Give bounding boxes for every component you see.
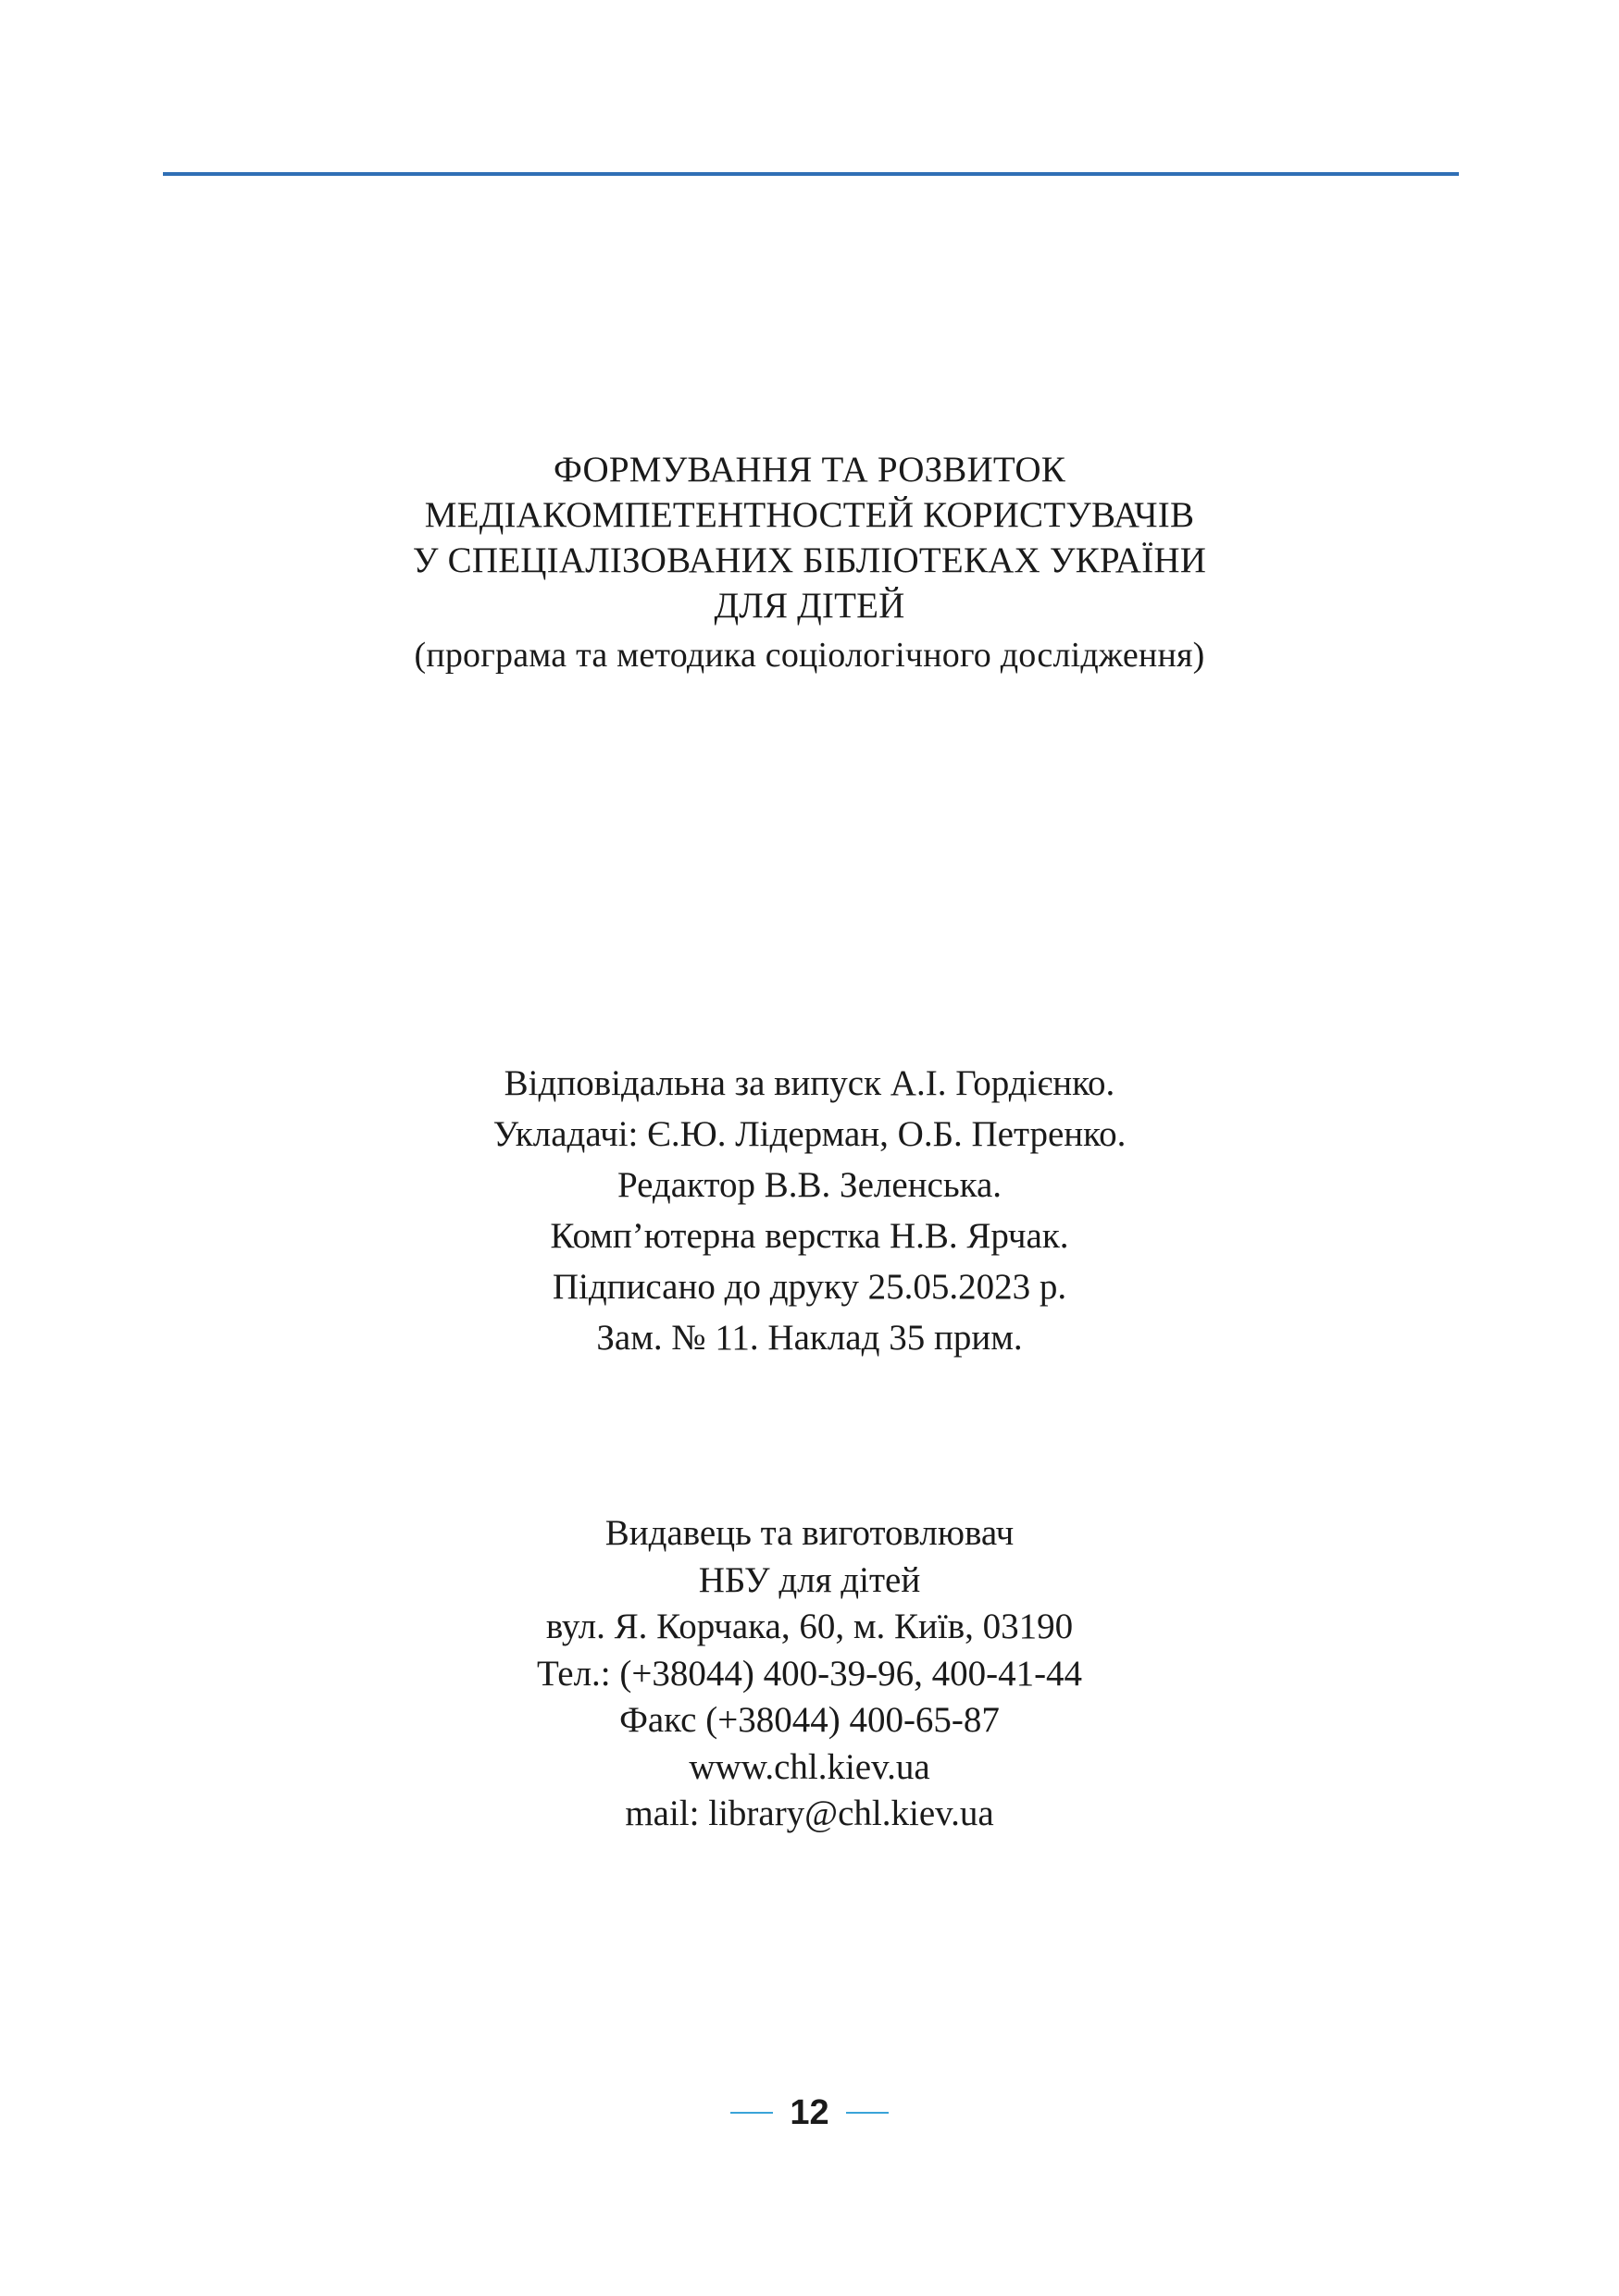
publisher-email: mail: library@chl.kiev.ua [625,1793,994,1833]
title-line-3: У СПЕЦІАЛІЗОВАНИХ БІБЛІОТЕКАХ УКРАЇНИ [412,540,1207,580]
top-rule [163,172,1459,176]
footer-dash-left [730,2112,773,2114]
credit-order-print-run: Зам. № 11. Наклад 35 прим. [596,1318,1023,1358]
publisher-block [0,1510,1619,1838]
publisher-address: вул. Я. Корчака, 60, м. Київ, 03190 [545,1607,1074,1646]
publisher-fax: Факс (+38044) 400-65-87 [619,1700,1000,1740]
title-line-1: ФОРМУВАННЯ ТА РОЗВИТОК [554,450,1065,490]
title-line-4: ДЛЯ ДІТЕЙ [714,586,905,626]
title-block [0,447,1619,678]
credit-layout: Комп’ютерна верстка Н.В. Ярчак. [550,1216,1069,1256]
publisher-name: НБУ для дітей [698,1559,921,1600]
credit-editor: Редактор В.В. Зеленська. [616,1165,1003,1205]
footer-dash-right [846,2112,889,2114]
page-footer [0,2090,1619,2136]
title-line-2: МЕДІАКОМПЕТЕНТНОСТЕЙ КОРИСТУВАЧІВ [424,495,1195,535]
subtitle: (програма та методика соціологічного дослідження) [414,636,1205,675]
credit-compilers: Укладачі: Є.Ю. Лідерман, О.Б. Петренко. [492,1114,1127,1154]
credit-signed-date: Підписано до друку 25.05.2023 р. [552,1267,1067,1307]
publisher-phone: Тел.: (+38044) 400-39-96, 400-41-44 [536,1653,1083,1694]
page-number: 12 [790,2092,829,2132]
publisher-heading: Видавець та виготовлювач [604,1513,1015,1553]
publisher-website: www.chl.kiev.ua [689,1746,930,1787]
credits-block [0,1058,1619,1363]
credit-responsible: Відповідальна за випуск А.І. Гордієнко. [504,1063,1115,1103]
